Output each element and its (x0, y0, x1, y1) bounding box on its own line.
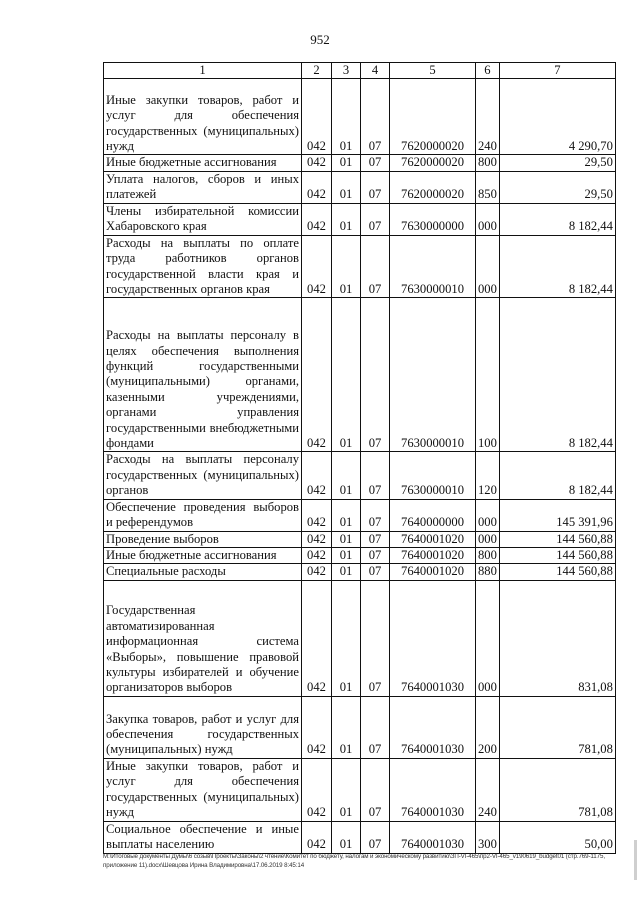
subsection-code: 07 (361, 235, 390, 298)
subsection-code: 07 (361, 564, 390, 580)
row-name: Уплата налогов, сборов и иных платежей (104, 171, 302, 203)
column-header: 3 (332, 63, 361, 79)
table-row (104, 235, 616, 298)
target-article: 7630000010 (390, 235, 476, 298)
section-code: 01 (332, 171, 361, 203)
column-header: 7 (499, 63, 615, 79)
amount: 50,00 (499, 821, 615, 853)
ministry-code: 042 (302, 171, 332, 203)
section-code: 01 (332, 548, 361, 564)
section-code: 01 (332, 298, 361, 452)
target-article: 7640001020 (390, 548, 476, 564)
row-name: Расходы на выплаты по оплате труда работников органов государственной власти края и государственных органов края (104, 235, 302, 298)
ministry-code: 042 (302, 564, 332, 580)
table-row (104, 696, 616, 758)
scan-edge-mark (634, 840, 637, 880)
target-article: 7640001030 (390, 758, 476, 821)
row-name: Специальные расходы (104, 564, 302, 580)
amount: 8 182,44 (499, 452, 615, 499)
target-article: 7630000010 (390, 452, 476, 499)
section-code: 01 (332, 452, 361, 499)
amount: 8 182,44 (499, 298, 615, 452)
ministry-code: 042 (302, 235, 332, 298)
target-article: 7620000020 (390, 155, 476, 171)
target-article: 7630000000 (390, 203, 476, 235)
expense-type: 120 (476, 452, 500, 499)
expense-type: 000 (476, 203, 500, 235)
subsection-code: 07 (361, 531, 390, 547)
column-header: 2 (302, 63, 332, 79)
table-row (104, 580, 616, 696)
section-code: 01 (332, 821, 361, 853)
expense-type: 100 (476, 298, 500, 452)
column-header: 1 (104, 63, 302, 79)
column-header: 5 (390, 63, 476, 79)
amount: 831,08 (499, 580, 615, 696)
ministry-code: 042 (302, 298, 332, 452)
expense-type: 240 (476, 758, 500, 821)
table-row (104, 564, 616, 580)
target-article: 7640001020 (390, 564, 476, 580)
amount: 29,50 (499, 171, 615, 203)
section-code: 01 (332, 499, 361, 531)
amount: 8 182,44 (499, 203, 615, 235)
table-row (104, 499, 616, 531)
subsection-code: 07 (361, 298, 390, 452)
subsection-code: 07 (361, 758, 390, 821)
row-name: Иные закупки товаров, работ и услуг для обеспечения государственных (муниципальных) нужд (104, 79, 302, 155)
table-row (104, 821, 616, 853)
table-row (104, 171, 616, 203)
expense-type: 800 (476, 548, 500, 564)
row-name: Расходы на выплаты персоналу государственных (муниципальных) органов (104, 452, 302, 499)
ministry-code: 042 (302, 580, 332, 696)
row-name: Проведение выборов (104, 531, 302, 547)
target-article: 7620000020 (390, 79, 476, 155)
ministry-code: 042 (302, 531, 332, 547)
section-code: 01 (332, 79, 361, 155)
section-code: 01 (332, 203, 361, 235)
target-article: 7640001030 (390, 821, 476, 853)
subsection-code: 07 (361, 499, 390, 531)
ministry-code: 042 (302, 758, 332, 821)
subsection-code: 07 (361, 580, 390, 696)
expense-type: 000 (476, 235, 500, 298)
target-article: 7620000020 (390, 171, 476, 203)
section-code: 01 (332, 758, 361, 821)
expense-type: 880 (476, 564, 500, 580)
ministry-code: 042 (302, 79, 332, 155)
amount: 4 290,70 (499, 79, 615, 155)
expense-type: 300 (476, 821, 500, 853)
expense-type: 240 (476, 79, 500, 155)
table-row (104, 531, 616, 547)
ministry-code: 042 (302, 155, 332, 171)
expense-type: 000 (476, 531, 500, 547)
amount: 144 560,88 (499, 548, 615, 564)
table-row (104, 155, 616, 171)
section-code: 01 (332, 235, 361, 298)
row-name: Государственная автоматизированная информационная система «Выборы», повышение правовой культуры избирателей и обучение организаторов выборов (104, 580, 302, 696)
ministry-code: 042 (302, 203, 332, 235)
row-name: Иные бюджетные ассигнования (104, 548, 302, 564)
subsection-code: 07 (361, 155, 390, 171)
amount: 144 560,88 (499, 564, 615, 580)
row-name: Иные закупки товаров, работ и услуг для обеспечения государственных (муниципальных) нужд (104, 758, 302, 821)
column-header: 4 (361, 63, 390, 79)
subsection-code: 07 (361, 203, 390, 235)
ministry-code: 042 (302, 821, 332, 853)
table-row (104, 298, 616, 452)
section-code: 01 (332, 564, 361, 580)
amount: 8 182,44 (499, 235, 615, 298)
table-row (104, 203, 616, 235)
section-code: 01 (332, 696, 361, 758)
subsection-code: 07 (361, 452, 390, 499)
header-row (104, 63, 616, 79)
row-name: Обеспечение проведения выборов и референдумов (104, 499, 302, 531)
subsection-code: 07 (361, 548, 390, 564)
column-header: 6 (476, 63, 500, 79)
amount: 144 560,88 (499, 531, 615, 547)
row-name: Члены избирательной комиссии Хабаровского края (104, 203, 302, 235)
target-article: 7640001020 (390, 531, 476, 547)
table-row (104, 548, 616, 564)
table-row (104, 758, 616, 821)
row-name: Социальное обеспечение и иные выплаты населению (104, 821, 302, 853)
row-name: Расходы на выплаты персоналу в целях обеспечения выполнения функций государственными (муниципальными) органами, казенными учреждениями, органами управления государственными внебюджетными фондами (104, 298, 302, 452)
expense-type: 000 (476, 499, 500, 531)
subsection-code: 07 (361, 79, 390, 155)
section-code: 01 (332, 580, 361, 696)
amount: 145 391,96 (499, 499, 615, 531)
amount: 29,50 (499, 155, 615, 171)
section-code: 01 (332, 155, 361, 171)
document-path-footer: M:\Итоговые документы Думы\6 созыв\Проекты\Законы\2 чтение\Комитет по бюджету, налогам и экономическому развитию\ЗП-VI-465\пр2-VI-465_v190619_budget01 (стр.769-1175, приложение 11).docx\Шевцова Ирина Владимировна\17.06.2019 8:45:14 (103, 853, 605, 869)
row-name: Закупка товаров, работ и услуг для обеспечения государственных (муниципальных) нужд (104, 696, 302, 758)
expense-type: 000 (476, 580, 500, 696)
table-row (104, 79, 616, 155)
table-row (104, 452, 616, 499)
expense-type: 850 (476, 171, 500, 203)
ministry-code: 042 (302, 499, 332, 531)
budget-table (103, 62, 616, 854)
amount: 781,08 (499, 758, 615, 821)
subsection-code: 07 (361, 821, 390, 853)
ministry-code: 042 (302, 696, 332, 758)
page-number: 952 (310, 32, 330, 47)
subsection-code: 07 (361, 696, 390, 758)
row-name: Иные бюджетные ассигнования (104, 155, 302, 171)
amount: 781,08 (499, 696, 615, 758)
expense-type: 800 (476, 155, 500, 171)
target-article: 7630000010 (390, 298, 476, 452)
ministry-code: 042 (302, 548, 332, 564)
section-code: 01 (332, 531, 361, 547)
target-article: 7640001030 (390, 580, 476, 696)
target-article: 7640001030 (390, 696, 476, 758)
ministry-code: 042 (302, 452, 332, 499)
expense-type: 200 (476, 696, 500, 758)
target-article: 7640000000 (390, 499, 476, 531)
subsection-code: 07 (361, 171, 390, 203)
